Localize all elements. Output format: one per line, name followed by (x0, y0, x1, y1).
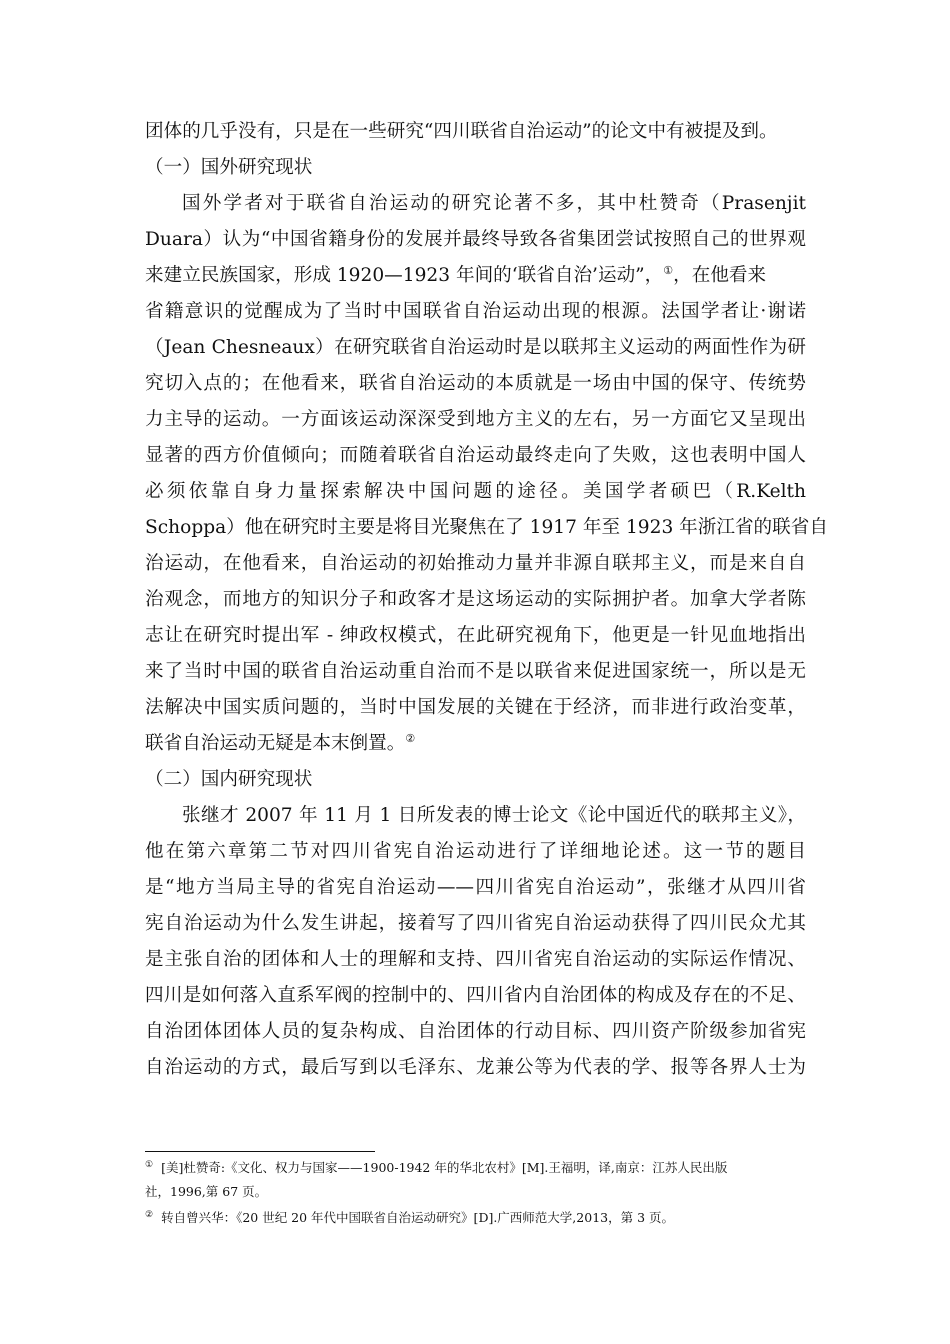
body-line-with-note (145, 726, 415, 762)
body-line-with-note (145, 258, 766, 294)
body-line: 来了当时中国的联省自治运动重自治而不是以联省来促进国家统一，所以是无 (145, 661, 806, 682)
body-text: 来建立民族国家，形成 1920—1923 年间的‘联省自治’运动”， (145, 265, 664, 286)
footnote-2 (145, 1207, 674, 1229)
footnote-ref-1: ① (663, 263, 674, 277)
footnote-text: [美]杜赞奇:《文化、权力与国家——1900-1942 年的华北农村》[M].王福明，译,南京：江苏人民出版 (161, 1160, 728, 1175)
body-line: 团体的几乎没有，只是在一些研究“四川联省自治运动”的论文中有被提及到。 (145, 121, 778, 142)
body-line: 必须依靠自身力量探索解决中国问题的途径。美国学者硕巴（R.Kelth (145, 481, 806, 502)
body-text: 联省自治运动无疑是本末倒置。 (145, 733, 406, 754)
body-line: 国外学者对于联省自治运动的研究论著不多，其中杜赞奇（Prasenjit (182, 193, 806, 214)
footnote-separator (145, 1151, 375, 1152)
footnote-1 (145, 1157, 727, 1179)
footnote-text: 转自曾兴华：《20 世纪 20 年代中国联省自治运动研究》[D].广西师范大学,2013，第 3 页。 (161, 1210, 674, 1225)
body-line: 张继才 2007 年 11 月 1 日所发表的博士论文《论中国近代的联邦主义》， (182, 805, 806, 826)
body-line: （Jean Chesneaux）在研究联省自治运动时是以联邦主义运动的两面性作为研 (145, 337, 806, 358)
body-line: 四川是如何落入直系军阀的控制中的、四川省内自治团体的构成及存在的不足、 (145, 985, 806, 1006)
body-line: 志让在研究时提出军 - 绅政权模式，在此研究视角下，他更是一针见血地指出 (145, 625, 806, 646)
footnote-mark-2: ② (145, 1209, 154, 1220)
body-line: 是主张自治的团体和人士的理解和支持、四川省宪自治运动的实际运作情况、 (145, 949, 806, 970)
body-line: 力主导的运动。一方面该运动深深受到地方主义的左右，另一方面它又呈现出 (145, 409, 806, 430)
body-line: 显著的西方价值倾向；而随着联省自治运动最终走向了失败，这也表明中国人 (145, 445, 806, 466)
section-heading-foreign: （一）国外研究现状 (145, 157, 313, 178)
body-line: 究切入点的；在他看来，联省自治运动的本质就是一场由中国的保守、传统势 (145, 373, 806, 394)
body-text: ，在他看来 (673, 265, 767, 286)
body-line: 治运动，在他看来，自治运动的初始推动力量并非源自联邦主义，而是来自自 (145, 553, 806, 574)
body-line: 是“地方当局主导的省宪自治运动——四川省宪自治运动”，张继才从四川省 (145, 877, 806, 898)
body-line: 省籍意识的觉醒成为了当时中国联省自治运动出现的根源。法国学者让·谢诺 (145, 301, 806, 322)
body-line: 法解决中国实质问题的，当时中国发展的关键在于经济，而非进行政治变革， (145, 697, 806, 718)
footnote-1-continued: 社，1996,第 67 页。 (145, 1184, 268, 1199)
body-line: 他在第六章第二节对四川省宪自治运动进行了详细地论述。这一节的题目 (145, 841, 806, 862)
body-line: 治观念，而地方的知识分子和政客才是这场运动的实际拥护者。加拿大学者陈 (145, 589, 806, 610)
footnote-mark-1: ① (145, 1159, 154, 1170)
body-line: 宪自治运动为什么发生讲起，接着写了四川省宪自治运动获得了四川民众尤其 (145, 913, 806, 934)
body-line: Duara）认为“中国省籍身份的发展并最终导致各省集团尝试按照自己的世界观 (145, 229, 806, 250)
body-line: 自治运动的方式，最后写到以毛泽东、龙兼公等为代表的学、报等各界人士为 (145, 1057, 806, 1078)
footnote-ref-2: ② (405, 731, 416, 745)
section-heading-domestic: （二）国内研究现状 (145, 769, 313, 790)
body-line: Schoppa）他在研究时主要是将目光聚焦在了 1917 年至 1923 年浙江省的联省自 (145, 517, 828, 538)
body-line: 自治团体团体人员的复杂构成、自治团体的行动目标、四川资产阶级参加省宪 (145, 1021, 806, 1042)
